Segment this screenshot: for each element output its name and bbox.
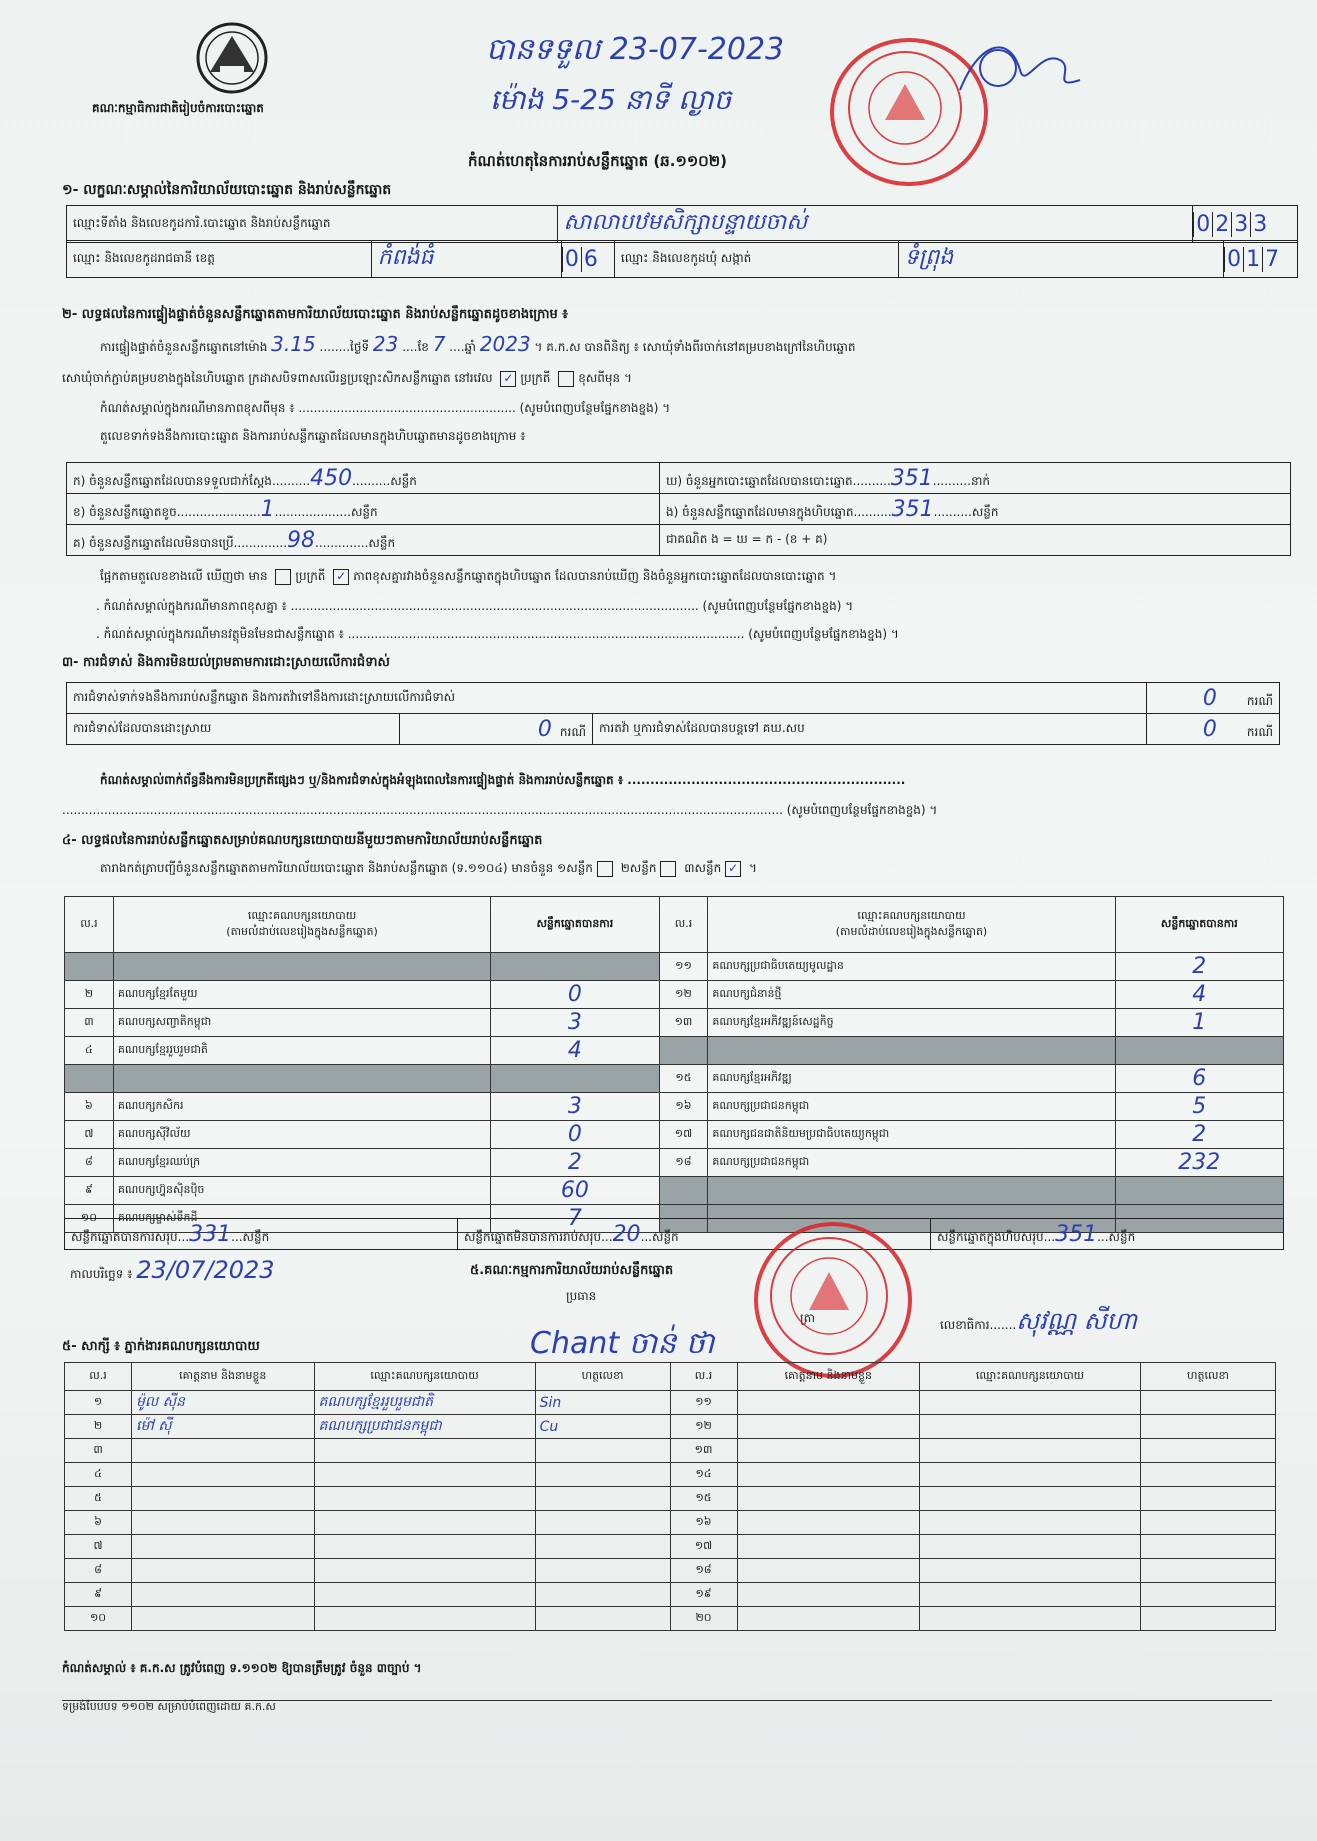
- col-votes-right: សន្លឹកឆ្នោតបានការ: [1115, 897, 1283, 953]
- party-no-cell: ១៦: [659, 1093, 708, 1121]
- verification-time: 3.15: [271, 332, 316, 356]
- commune-code: 0 1 7: [1224, 241, 1298, 278]
- section4-title: ៤- លទ្ធផលនៃការរាប់សន្លឹកឆ្នោតសម្រាប់គណបក្សនយោបាយនីមួយៗតាមការិយាល័យរាប់សន្លឹកឆ្នោត: [62, 833, 543, 848]
- party-votes-cell: 4: [491, 1037, 659, 1065]
- committee-signatures-title: ៥.គណៈកម្មការការិយាល័យរាប់សន្លឹកឆ្នោត: [470, 1263, 674, 1278]
- witness-name-cell: ម៉ៅ ស៊ី: [132, 1415, 314, 1439]
- party-results-table: [64, 896, 1284, 1233]
- received-ballots-row: ក) ចំនួនសន្លឹកឆ្នោតដែលបានទទួលជាក់ស្តែង..........450..........សន្លឹក: [67, 463, 660, 494]
- witness-no-cell: ៨: [65, 1559, 132, 1583]
- witness-name-cell: [737, 1607, 919, 1631]
- witness-sign-cell: [1140, 1607, 1275, 1631]
- witness-sign-cell: [1140, 1559, 1275, 1583]
- witness-party-cell: [920, 1583, 1141, 1607]
- discrepancy-yes-checkbox[interactable]: [275, 569, 291, 585]
- witness-sign-cell: [535, 1607, 670, 1631]
- total-invalid: សន្លឹកឆ្នោតមិនបានការរាប់សរុប...20...សន្លឹក: [458, 1219, 931, 1250]
- party-no-cell: ១០: [65, 1205, 114, 1233]
- ballots-in-box-value: 351: [891, 496, 934, 522]
- received-note: បានទទួល 23-07-2023: [486, 32, 785, 67]
- witness-name-cell: [737, 1439, 919, 1463]
- witness-row: [65, 1415, 1276, 1439]
- witness-party-cell: [314, 1535, 535, 1559]
- witness-no-cell: ៦: [65, 1511, 132, 1535]
- witness-party-cell: [920, 1559, 1141, 1583]
- province-code: 0 6: [561, 241, 614, 278]
- resolved-label: ការជំទាស់ដែលបានដោះស្រាយ: [67, 714, 400, 745]
- witness-party-cell: [920, 1535, 1141, 1559]
- witness-row: [65, 1391, 1276, 1415]
- witness-row: [65, 1439, 1276, 1463]
- witness-name-cell: ម៉ូល ស៊ីន: [132, 1391, 314, 1415]
- escalated-count: 0 ករណី: [1147, 714, 1280, 745]
- witness-sign-cell: Sin: [535, 1391, 670, 1415]
- complaints-label: ការជំទាស់ទាក់ទងនឹងការរាប់សន្លឹកឆ្នោត និងការតវ៉ាទៅនឹងការដោះស្រាយលើការជំទាស់: [67, 683, 1147, 714]
- province-value: កំពង់ធំ: [371, 241, 561, 278]
- anomaly-note-line: កំណត់សម្គាល់ក្នុងករណីមានភាពខុសពីមុន ៖ ......................................................... (សូមបំពេញបន្ថែមផ្នែកខាងខ្នង) ។: [100, 401, 671, 415]
- party-no-cell: ១៨: [659, 1149, 708, 1177]
- party-votes-cell: 2: [1115, 1121, 1283, 1149]
- witness-no-cell: ២: [65, 1415, 132, 1439]
- party-no-cell: ៤: [65, 1037, 114, 1065]
- party-votes-cell: 4: [1115, 981, 1283, 1009]
- w-col-no: ល.រ: [65, 1363, 132, 1391]
- one-sheet-checkbox[interactable]: [597, 861, 613, 877]
- anomaly-checkbox[interactable]: [558, 371, 574, 387]
- party-party-cell: គណបក្សប្រជាជនកម្ពុជា: [708, 1093, 1115, 1121]
- witness-name-cell: [737, 1535, 919, 1559]
- party-row: [65, 1121, 1284, 1149]
- ballots-in-box-row: ង) ចំនួនសន្លឹកឆ្នោតដែលមានក្នុងហិបឆ្នោត..........351..........សន្លឹក: [660, 494, 1291, 525]
- party-row: [65, 1093, 1284, 1121]
- two-sheets-checkbox[interactable]: [660, 861, 676, 877]
- party-party-cell: គណបក្សសញ្ជាតិកម្ពុជា: [113, 1009, 490, 1037]
- witness-no-cell: ៥: [65, 1487, 132, 1511]
- commune-value: ទំព្រុង: [898, 241, 1223, 278]
- secretary-line: លេខាធិការ.......សុវណ្ណ សីហា: [940, 1307, 1137, 1335]
- figures-intro: តួលេខទាក់ទងនឹងការបោះឆ្នោត និងការរាប់សន្លឹកឆ្នោតដែលមានក្នុងហិបឆ្នោតមានដូចខាងក្រោម ៖: [100, 429, 526, 443]
- witness-no-cell: ១៤: [670, 1463, 737, 1487]
- party-no-cell: ៩: [65, 1177, 114, 1205]
- party-votes-cell: 7: [491, 1205, 659, 1233]
- witness-row: [65, 1607, 1276, 1631]
- w-col-party-right: ឈ្មោះគណបក្សនយោបាយ: [920, 1363, 1141, 1391]
- party-votes-cell: [1115, 1037, 1283, 1065]
- witness-name-cell: [737, 1511, 919, 1535]
- witness-row: [65, 1487, 1276, 1511]
- location-table: [66, 205, 1298, 243]
- discrepancy-line: ផ្អែកតាមតួលេខខាងលើ ឃើញថា មាន ប្រក្រតី ✓ ភាពខុសគ្នារវាងចំនួនសន្លឹកឆ្នោតក្នុងហិបឆ្នោត ដែលបានរាប់ឃើញ និងចំនួនអ្នកបោះឆ្នោតដែលបានបោះឆ្នោត ។: [100, 568, 837, 583]
- witness-name-cell: [737, 1583, 919, 1607]
- party-votes-cell: 60: [491, 1177, 659, 1205]
- party-no-cell: ១៣: [659, 1009, 708, 1037]
- party-party-cell: [708, 1037, 1115, 1065]
- witness-party-cell: [314, 1487, 535, 1511]
- party-votes-cell: 232: [1115, 1149, 1283, 1177]
- witness-no-cell: ១៣: [670, 1439, 737, 1463]
- party-votes-cell: 1: [1115, 1009, 1283, 1037]
- section3-title: ៣- ការជំទាស់ និងការមិនយល់ព្រមតាមការដោះស្រាយលើការជំទាស់: [62, 655, 390, 670]
- total-in-box: សន្លឹកឆ្នោតក្នុងហិបសរុប...351...សន្លឹក: [931, 1219, 1284, 1250]
- witness-party-cell: [314, 1511, 535, 1535]
- signature-mark: [950, 30, 1090, 114]
- received-time: ម៉ោង 5-25 នាទី ល្ងាច: [490, 83, 732, 116]
- w-col-sign-right: ហត្ថលេខា: [1140, 1363, 1275, 1391]
- party-no-cell: ៨: [65, 1149, 114, 1177]
- footer-note: កំណត់សម្គាល់ ៖ គ.ក.ស ត្រូវបំពេញ ទ.១១០២ ឱ្យបានត្រឹមត្រូវ ចំនួន ៣ច្បាប់ ។: [62, 1661, 422, 1675]
- witness-row: [65, 1535, 1276, 1559]
- witness-no-cell: ៩: [65, 1583, 132, 1607]
- party-party-cell: [708, 1177, 1115, 1205]
- section1-title: ១- លក្ខណៈសម្គាល់នៃការិយាល័យបោះឆ្នោត និងរាប់សន្លឹកឆ្នោត: [62, 182, 392, 198]
- witness-party-cell: [920, 1487, 1141, 1511]
- party-row: [65, 1065, 1284, 1093]
- official-seal-bottom: [754, 1222, 912, 1378]
- discrepancy-no-checkbox[interactable]: ✓: [333, 569, 349, 585]
- party-party-cell: គណបក្សជនជាតិនិយមប្រជាធិបតេយ្យកម្ពុជា: [708, 1121, 1115, 1149]
- three-sheets-checkbox[interactable]: ✓: [725, 861, 741, 877]
- witness-no-cell: ១៥: [670, 1487, 737, 1511]
- totals-table: [64, 1218, 1284, 1250]
- party-party-cell: [113, 953, 490, 981]
- witness-name-cell: [737, 1463, 919, 1487]
- party-no-cell: ១៧: [659, 1121, 708, 1149]
- witness-sign-cell: [535, 1439, 670, 1463]
- party-no-cell: ២: [65, 981, 114, 1009]
- witness-no-cell: ១៨: [670, 1559, 737, 1583]
- party-no-cell: [659, 1037, 708, 1065]
- received-ballots-value: 450: [310, 465, 353, 491]
- party-votes-cell: 0: [491, 1121, 659, 1149]
- verification-time-line: ការផ្ទៀងផ្ទាត់ចំនួនសន្លឹកឆ្នោតនៅម៉ោង 3.15 ........ថ្ងៃទី 23 ....ខែ 7 ....ឆ្នាំ 2023 ។ គ.ក.ស បានពិនិត្យ ៖ សោឃុំទាំងពីរចាក់នៅគម្របខាងក្រៅនៃហិបឆ្នោត: [100, 332, 856, 356]
- complaints-table: [66, 682, 1280, 745]
- witness-title: ៥- សាក្សី ៖ ភ្នាក់ងារគណបក្សនយោបាយ: [62, 1339, 260, 1354]
- witness-row: [65, 1559, 1276, 1583]
- witness-party-cell: [314, 1463, 535, 1487]
- witness-party-cell: គណបក្សខ្មែររួបរួមជាតិ: [314, 1391, 535, 1415]
- party-party-cell: គណបក្សប្រជាជនកម្ពុជា: [708, 1149, 1115, 1177]
- witness-sign-cell: [1140, 1463, 1275, 1487]
- witness-name-cell: [132, 1463, 314, 1487]
- total-valid: សន្លឹកឆ្នោតបានការសរុប...331...សន្លឹក: [65, 1219, 458, 1250]
- party-no-cell: ១២: [659, 981, 708, 1009]
- witness-name-cell: [737, 1559, 919, 1583]
- party-party-cell: គណបក្សប្រជាធិបតេយ្យមូលដ្ឋាន: [708, 953, 1115, 981]
- party-party-cell: គណបក្សខ្មែររួបរួមជាតិ: [113, 1037, 490, 1065]
- witness-party-cell: [920, 1391, 1141, 1415]
- party-votes-cell: [491, 953, 659, 981]
- witness-name-cell: [132, 1511, 314, 1535]
- location-code: 0 2 3 3: [1193, 206, 1298, 243]
- seal-check-line: សោឃុំចាក់ភ្ជាប់គម្របខាងក្នុងនៃហិបឆ្នោត ក្រដាសបិទពាសលើរន្ធប្រឡោះសិកសន្លឹកឆ្នោត នៅរវេល ✓ ប្រក្រតី ខុសពីមុន ។: [62, 370, 632, 385]
- witness-sign-cell: [1140, 1391, 1275, 1415]
- form-reference: ទម្រង់បែបបទ ១១០២ សម្រាប់បំពេញដោយ គ.ក.ស: [62, 1700, 276, 1713]
- witness-no-cell: ១៧: [670, 1535, 737, 1559]
- w-col-no-right: ល.រ: [670, 1363, 737, 1391]
- witness-row: [65, 1463, 1276, 1487]
- party-row: [65, 981, 1284, 1009]
- witness-sign-cell: [535, 1535, 670, 1559]
- party-party-cell: គណបក្សខ្មែរឈប់ក្រ: [113, 1149, 490, 1177]
- witness-party-cell: [314, 1607, 535, 1631]
- witness-row: [65, 1511, 1276, 1535]
- location-value: សាលាបឋមសិក្សាបន្ទាយចាស់: [557, 206, 1193, 243]
- party-votes-cell: 6: [1115, 1065, 1283, 1093]
- party-party-cell: គណបក្សជំនាន់ថ្មី: [708, 981, 1115, 1009]
- witness-sign-cell: [535, 1463, 670, 1487]
- w-col-sign: ហត្ថលេខា: [535, 1363, 670, 1391]
- witness-party-cell: [920, 1463, 1141, 1487]
- witness-sign-cell: [1140, 1439, 1275, 1463]
- party-votes-cell: 0: [491, 981, 659, 1009]
- location-label: ឈ្មោះទីតាំង និងលេខកូដការិ.បោះឆ្នោត និងរាប់សន្លឹកឆ្នោត: [67, 206, 558, 243]
- verification-month: 7: [432, 332, 446, 356]
- w-col-name-right: គោត្តនាម និងនាមខ្លួន: [737, 1363, 919, 1391]
- witness-no-cell: ១០: [65, 1607, 132, 1631]
- party-no-cell: [65, 953, 114, 981]
- witness-name-cell: [737, 1487, 919, 1511]
- party-party-cell: គណបក្សខ្មែរអភិវឌ្ឍ: [708, 1065, 1115, 1093]
- witness-party-cell: [314, 1439, 535, 1463]
- witness-no-cell: ១២: [670, 1415, 737, 1439]
- irregularity-note: កំណត់សម្គាល់ពាក់ព័ន្ធនឹងការមិនប្រក្រតីផ្សេងៗ ឬ/និងការជំទាស់ក្នុងអំឡុងពេលនៃការផ្ទៀងផ្ទាត់ និងការរាប់សន្លឹកឆ្នោត ៖ .............................................................: [100, 773, 906, 787]
- party-party-cell: គណបក្សកសិករ: [113, 1093, 490, 1121]
- witness-no-cell: ២០: [670, 1607, 737, 1631]
- witness-name-cell: [132, 1583, 314, 1607]
- party-row: [65, 1149, 1284, 1177]
- witness-sign-cell: [535, 1583, 670, 1607]
- witness-no-cell: ១៩: [670, 1583, 737, 1607]
- ballot-figures-table: [66, 462, 1291, 556]
- form-title: កំណត់ហេតុនៃការរាប់សន្លឹកឆ្នោត (ឆ.១១០២): [468, 152, 728, 170]
- witness-name-cell: [132, 1439, 314, 1463]
- witness-sign-cell: [535, 1559, 670, 1583]
- witness-party-cell: [920, 1439, 1141, 1463]
- normal-checkbox[interactable]: ✓: [500, 371, 516, 387]
- witness-no-cell: ៧: [65, 1535, 132, 1559]
- unused-ballots-value: 98: [287, 527, 316, 553]
- sheet-count-line: តារាងកត់ត្រាបញ្ជីចំនួនសន្លឹកឆ្នោតតាមការិយាល័យបោះឆ្នោត និងរាប់សន្លឹកឆ្នោត (ទ.១១០៤) មានចំនួន ១សន្លឹក ២សន្លឹក ៣សន្លឹក ✓ ។: [100, 860, 757, 875]
- col-party: ឈ្មោះគណបក្សនយោបាយ (តាមលំដាប់លេខរៀងក្នុងសន្លឹកឆ្នោត): [113, 897, 490, 953]
- party-no-cell: ១១: [659, 953, 708, 981]
- foreign-object-note: . កំណត់សម្គាល់ក្នុងករណីមានវត្ថុមិនមែនជាសន្លឹកឆ្នោត ៖ ........................................................................................................ (សូមបំពេញបន្ថែមផ្នែកខាងខ្នង) ។: [96, 627, 899, 641]
- party-votes-cell: [491, 1065, 659, 1093]
- party-no-cell: ៣: [65, 1009, 114, 1037]
- witness-sign-cell: [535, 1511, 670, 1535]
- resolved-count: 0 ករណី: [400, 714, 593, 745]
- province-table: [66, 240, 1298, 278]
- witness-sign-cell: [1140, 1487, 1275, 1511]
- party-party-cell: គណបក្សខ្មែរតែមួយ: [113, 981, 490, 1009]
- party-no-cell: ១៥: [659, 1065, 708, 1093]
- verification-year: 2023: [479, 332, 531, 356]
- witness-sign-cell: [1140, 1511, 1275, 1535]
- party-row: [65, 953, 1284, 981]
- verification-day: 23: [372, 332, 399, 356]
- col-party-right: ឈ្មោះគណបក្សនយោបាយ (តាមលំដាប់លេខរៀងក្នុងសន្លឹកឆ្នោត): [708, 897, 1115, 953]
- formula: ជាគណិត ង = ឃ = ក - (ខ + គ): [660, 525, 1291, 556]
- col-no: ល.រ: [65, 897, 114, 953]
- commune-label: ឈ្មោះ និងលេខកូដឃុំ សង្កាត់: [614, 241, 898, 278]
- chair-signature: Chant ចាន់ ថា: [530, 1326, 715, 1361]
- witness-row: [65, 1583, 1276, 1607]
- party-no-cell: ៧: [65, 1121, 114, 1149]
- witness-no-cell: ១១: [670, 1391, 737, 1415]
- party-votes-cell: [1115, 1177, 1283, 1205]
- witness-sign-cell: [535, 1487, 670, 1511]
- witness-name-cell: [737, 1415, 919, 1439]
- party-no-cell: ៦: [65, 1093, 114, 1121]
- w-col-name: គោត្តនាម និងនាមខ្លួន: [132, 1363, 314, 1391]
- witness-party-cell: [920, 1607, 1141, 1631]
- witness-party-cell: [920, 1415, 1141, 1439]
- col-no-right: ល.រ: [659, 897, 708, 953]
- section2-title: ២- លទ្ធផលនៃការផ្ទៀងផ្ទាត់ចំនួនសន្លឹកឆ្នោតតាមការិយាល័យបោះឆ្នោត និងរាប់សន្លឹកឆ្នោតដូចខាងក្រោម ៖: [62, 307, 568, 322]
- witness-name-cell: [132, 1487, 314, 1511]
- witness-sign-cell: [1140, 1583, 1275, 1607]
- date-line: កាលបរិច្ឆេទ ៖ 23/07/2023: [70, 1256, 275, 1284]
- irregularity-note-line2: ............................................................................................................................................................................................. (សូមបំពេញបន្ថែមផ្នែកខាងខ្នង) ។: [62, 803, 938, 817]
- witness-sign-cell: [1140, 1415, 1275, 1439]
- witness-party-cell: [314, 1559, 535, 1583]
- witness-party-cell: [920, 1511, 1141, 1535]
- discrepancy-note: . កំណត់សម្គាល់ក្នុងករណីមានភាពខុសគ្នា ៖ ........................................................................................................... (សូមបំពេញបន្ថែមផ្នែកខាងខ្នង) ។: [96, 599, 854, 613]
- witness-party-cell: [314, 1583, 535, 1607]
- party-row: [65, 1177, 1284, 1205]
- party-votes-cell: 5: [1115, 1093, 1283, 1121]
- party-votes-cell: 2: [1115, 953, 1283, 981]
- party-votes-cell: 2: [491, 1149, 659, 1177]
- party-row: [65, 1009, 1284, 1037]
- voters-value: 351: [890, 465, 933, 491]
- party-row: [65, 1037, 1284, 1065]
- witness-table: [64, 1362, 1276, 1631]
- witness-sign-cell: Cu: [535, 1415, 670, 1439]
- party-party-cell: គណបក្សម្ចាស់ទឹកដី: [113, 1205, 490, 1233]
- spoiled-ballots-value: 1: [260, 496, 275, 522]
- chairman-label: ប្រធាន: [566, 1289, 597, 1303]
- unused-ballots-row: គ) ចំនួនសន្លឹកឆ្នោតដែលមិនបានប្រើ..............98..............សន្លឹក: [67, 525, 660, 556]
- complaints-count: 0 ករណី: [1147, 683, 1280, 714]
- party-party-cell: [113, 1065, 490, 1093]
- witness-no-cell: ៣: [65, 1439, 132, 1463]
- col-votes: សន្លឹកឆ្នោតបានការ: [491, 897, 659, 953]
- witness-party-cell: គណបក្សប្រជាជនកម្ពុជា: [314, 1415, 535, 1439]
- committee-name: គណៈកម្មាធិការជាតិរៀបចំការបោះឆ្នោត: [92, 101, 264, 115]
- committee-emblem: [190, 20, 274, 96]
- party-no-cell: [65, 1065, 114, 1093]
- province-label: ឈ្មោះ និងលេខកូដរាជធានី ខេត្ត: [67, 241, 372, 278]
- party-party-cell: គណបក្សខ្មែរអភិវឌ្ឍន៍សេដ្ឋកិច្ច: [708, 1009, 1115, 1037]
- witness-name-cell: [132, 1559, 314, 1583]
- witness-sign-cell: [1140, 1535, 1275, 1559]
- w-col-party: ឈ្មោះគណបក្សនយោបាយ: [314, 1363, 535, 1391]
- party-votes-cell: 3: [491, 1009, 659, 1037]
- witness-name-cell: [132, 1607, 314, 1631]
- spoiled-ballots-row: ខ) ចំនួនសន្លឹកឆ្នោតខូច......................1....................សន្លឹក: [67, 494, 660, 525]
- witness-no-cell: ៤: [65, 1463, 132, 1487]
- witness-name-cell: [737, 1391, 919, 1415]
- party-votes-cell: 3: [491, 1093, 659, 1121]
- witness-no-cell: ១៦: [670, 1511, 737, 1535]
- witness-no-cell: ១: [65, 1391, 132, 1415]
- party-party-cell: គណបក្សស៊ីវិល័យ: [113, 1121, 490, 1149]
- escalated-label: ការតវ៉ា ឬការជំទាស់ដែលបានបន្តទៅ គឃ.សប: [593, 714, 1147, 745]
- voters-row: ឃ) ចំនួនអ្នកបោះឆ្នោតដែលបានបោះឆ្នោត..........351..........នាក់: [660, 463, 1291, 494]
- party-party-cell: គណបក្សហ្វ៊ុនស៊ិនប៉ិច: [113, 1177, 490, 1205]
- witness-name-cell: [132, 1535, 314, 1559]
- party-no-cell: [659, 1177, 708, 1205]
- seal-label: ត្រា: [800, 1311, 815, 1325]
